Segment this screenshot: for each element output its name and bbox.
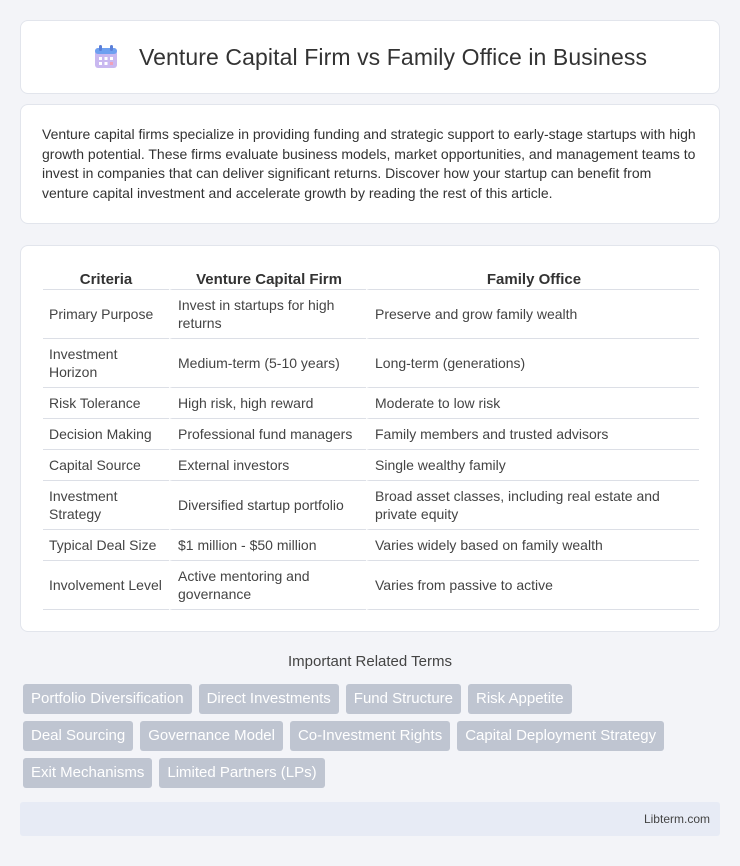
- table-cell: Long-term (generations): [366, 339, 699, 388]
- table-cell: Typical Deal Size: [43, 530, 169, 561]
- footer-link[interactable]: Libterm.com: [643, 812, 710, 826]
- tag-deal-sourcing[interactable]: Deal Sourcing: [23, 721, 133, 751]
- related-terms-title: Important Related Terms: [288, 653, 452, 670]
- table-row: [43, 450, 699, 481]
- table-row: [43, 561, 699, 610]
- table-cell: Decision Making: [43, 419, 169, 450]
- table-cell: Medium-term (5-10 years): [169, 339, 366, 388]
- tag-limited-partners[interactable]: Limited Partners (LPs): [159, 758, 324, 788]
- tag-capital-deployment-strategy[interactable]: Capital Deployment Strategy: [457, 721, 664, 751]
- table-row: [43, 290, 699, 339]
- tag-direct-investments[interactable]: Direct Investments: [199, 684, 339, 714]
- tag-fund-structure[interactable]: Fund Structure: [346, 684, 461, 714]
- table-cell: Invest in startups for high returns: [169, 290, 366, 339]
- table-cell: Investment Strategy: [43, 481, 169, 530]
- table-cell: High risk, high reward: [169, 388, 366, 419]
- tag-risk-appetite[interactable]: Risk Appetite: [468, 684, 572, 714]
- footer: [20, 802, 720, 836]
- table-row: [43, 481, 699, 530]
- table-cell: Single wealthy family: [366, 450, 699, 481]
- intro-text: Venture capital firms specialize in providing funding and strategic support to early-stage startups with high growth potential. These firms evaluate business models, market opportunities, and management teams to invest in companies that can deliver significant returns. Discover how your startup can benefit from venture capital investment and accelerate growth by reading the rest of this article.: [42, 126, 696, 201]
- title-card: [20, 20, 720, 94]
- table-cell: Professional fund managers: [169, 419, 366, 450]
- tag-co-investment-rights[interactable]: Co-Investment Rights: [290, 721, 450, 751]
- table-cell: Involvement Level: [43, 561, 169, 610]
- tag-exit-mechanisms[interactable]: Exit Mechanisms: [23, 758, 152, 788]
- table-cell: Investment Horizon: [43, 339, 169, 388]
- table-cell: Capital Source: [43, 450, 169, 481]
- header-venture-capital: Venture Capital Firm: [169, 266, 366, 290]
- table-cell: Varies from passive to active: [366, 561, 699, 610]
- table-cell: Moderate to low risk: [366, 388, 699, 419]
- table-cell: Preserve and grow family wealth: [366, 290, 699, 339]
- tag-portfolio-diversification[interactable]: Portfolio Diversification: [23, 684, 192, 714]
- related-terms-tags: [23, 684, 723, 795]
- comparison-table: [43, 266, 699, 610]
- header-criteria: Criteria: [43, 266, 169, 290]
- table-row: [43, 339, 699, 388]
- page-title: Venture Capital Firm vs Family Office in Business: [138, 43, 648, 70]
- table-cell: $1 million - $50 million: [169, 530, 366, 561]
- table-cell: Active mentoring and governance: [169, 561, 366, 610]
- table-cell: Varies widely based on family wealth: [366, 530, 699, 561]
- table-row: [43, 388, 699, 419]
- table-header-row: [43, 266, 699, 290]
- table-cell: Diversified startup portfolio: [169, 481, 366, 530]
- table-row: [43, 530, 699, 561]
- tag-governance-model[interactable]: Governance Model: [140, 721, 283, 751]
- table-cell: Primary Purpose: [43, 290, 169, 339]
- calendar-icon: [93, 44, 119, 70]
- intro-card: [20, 104, 720, 224]
- table-cell: External investors: [169, 450, 366, 481]
- table-cell: Risk Tolerance: [43, 388, 169, 419]
- table-cell: Family members and trusted advisors: [366, 419, 699, 450]
- table-row: [43, 419, 699, 450]
- table-cell: Broad asset classes, including real estate and private equity: [366, 481, 699, 530]
- comparison-table-card: [20, 245, 720, 632]
- header-family-office: Family Office: [366, 266, 699, 290]
